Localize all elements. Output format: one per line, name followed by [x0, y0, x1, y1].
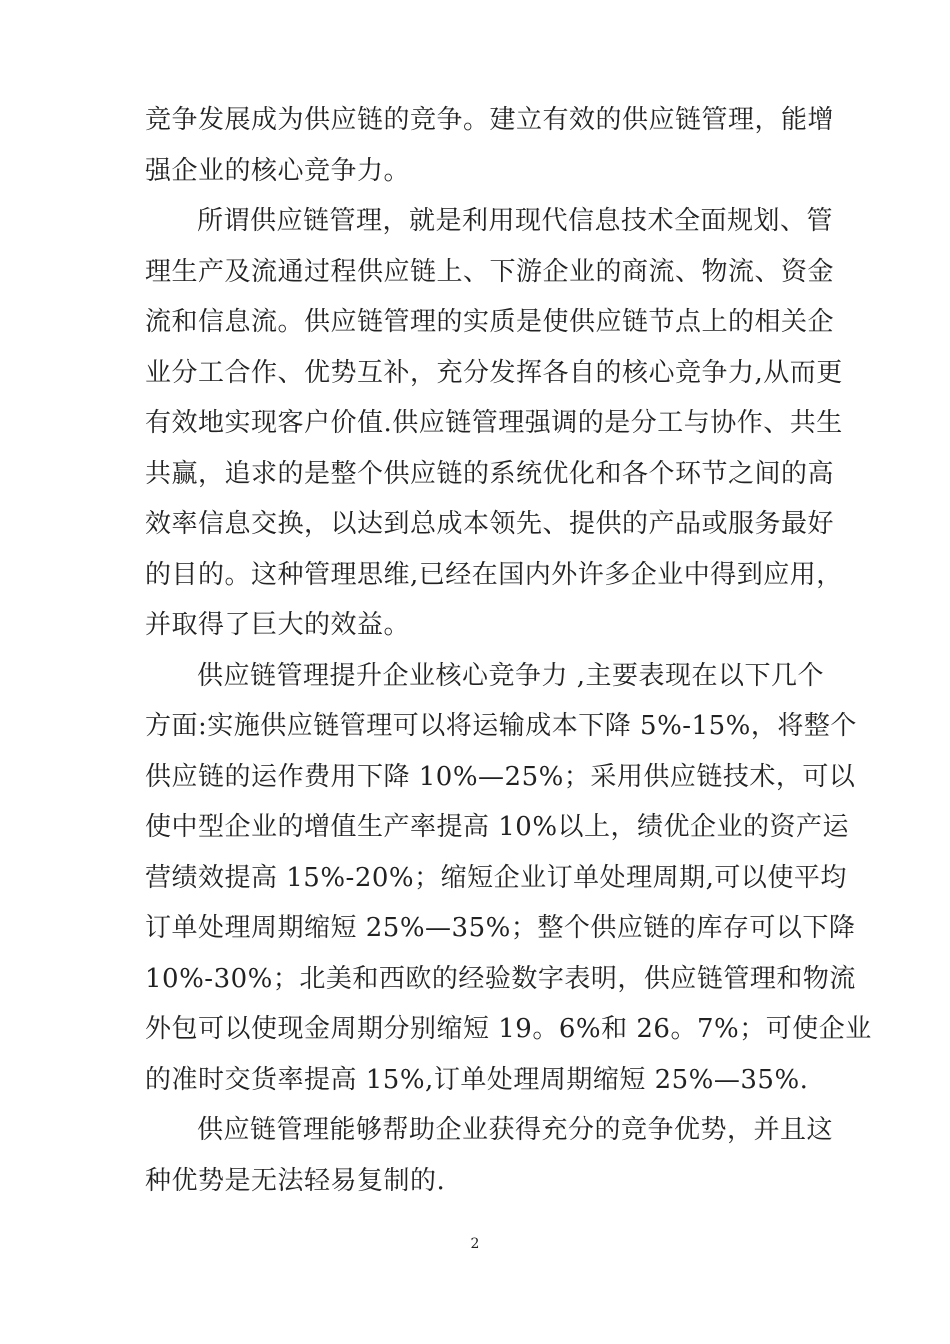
page-number: 2 [470, 1236, 480, 1252]
paragraph-2-line-1: 所谓供应链管理，就是利用现代信息技术全面规划、管 [197, 206, 834, 236]
paragraph-2-line-5: 有效地实现客户价值.供应链管理强调的是分工与协作、共生 [145, 408, 843, 438]
paragraph-3-line-1: 供应链管理提升企业核心竞争力 ,主要表现在以下几个 [197, 661, 825, 691]
paragraph-4-line-2: 种优势是无法轻易复制的. [145, 1166, 446, 1196]
paragraph-3-line-4: 使中型企业的增值生产率提高 10%以上，绩优企业的资产运 [145, 812, 850, 842]
paragraph-3-line-2: 方面:实施供应链管理可以将运输成本下降 5%-15%，将整个 [145, 711, 857, 741]
paragraph-2-line-4: 业分工合作、优势互补，充分发挥各自的核心竞争力,从而更 [145, 358, 843, 388]
paragraph-3-line-5: 营绩效提高 15%-20%；缩短企业订单处理周期,可以使平均 [145, 863, 847, 893]
paragraph-1-line-2: 强企业的核心竞争力。 [145, 156, 411, 186]
paragraph-4-line-1: 供应链管理能够帮助企业获得充分的竞争优势，并且这 [197, 1115, 834, 1145]
paragraph-2-line-3: 流和信息流。供应链管理的实质是使供应链节点上的相关企 [145, 307, 835, 337]
paragraph-2-line-2: 理生产及流通过程供应链上、下游企业的商流、物流、资金 [145, 257, 835, 287]
paragraph-2-line-6: 共赢，追求的是整个供应链的系统优化和各个环节之间的高 [145, 459, 835, 489]
paragraph-1-line-1: 竞争发展成为供应链的竞争。建立有效的供应链管理，能增 [145, 105, 835, 135]
paragraph-3-line-6: 订单处理周期缩短 25%—35%；整个供应链的库存可以下降 [145, 913, 856, 943]
paragraph-2-line-9: 并取得了巨大的效益。 [145, 610, 411, 640]
paragraph-2-line-8: 的目的。这种管理思维,已经在国内外许多企业中得到应用， [145, 560, 843, 590]
paragraph-3-line-9: 的准时交货率提高 15%,订单处理周期缩短 25%—35%. [145, 1065, 809, 1095]
paragraph-2-line-7: 效率信息交换，以达到总成本领先、提供的产品或服务最好 [145, 509, 835, 539]
paragraph-3-line-3: 供应链的运作费用下降 10%—25%；采用供应链技术，可以 [145, 762, 856, 792]
paragraph-3-line-8: 外包可以使现金周期分别缩短 19。6%和 26。7%；可使企业 [145, 1014, 872, 1044]
paragraph-3-line-7: 10%-30%；北美和西欧的经验数字表明，供应链管理和物流 [145, 964, 856, 994]
